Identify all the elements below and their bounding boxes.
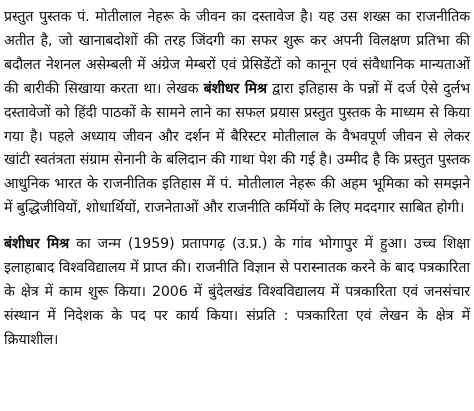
summary-text-part-2: द्वारा इतिहास के पन्नों में दर्ज ऐसे दुर्लभ दस्तावेजों को हिंदी पाठकों के सामने लाने का सफल प्रयास प्रस्तुत पुस्तक के माध्यम से किया गया है। पहले अध्याय जीवन और दर्शन में बैरिस्टर मोतीलाल के वैभवपूर्ण जीवन से लेकर खांटी स्वतंत्रता संग्राम सेनानी के बलिदान की गाथा पेश की गई है। उम्मीद है कि प्रस्तुत पुस्तक आधुनिक भारत के राजनीतिक इतिहास में पं. मोतीलाल नेहरू की अहम भूमिका को समझने में बुद्धिजीवियों, शोधार्थियों, राजनेताओं और राजनीति कर्मियों के लिए मददगार साबित होगी। xyxy=(4,80,470,217)
book-summary-paragraph xyxy=(4,6,470,221)
author-bio-name: बंशीधर मिश्र xyxy=(4,236,70,253)
author-name: बंशीधर मिश्र xyxy=(203,80,267,97)
author-bio-paragraph xyxy=(4,233,470,353)
author-bio-text: का जन्म (1959) प्रतापगढ़ (उ.प्र.) के गांव भोगापुर में हुआ। उच्च शिक्षा इलाहाबाद विश्वविद्यालय में प्राप्त की। राजनीति विज्ञान से परास्नातक करने के बाद पत्रकारिता के क्षेत्र में काम शुरू किया। 2006 में बुंदेलखंड विश्वविद्यालय में पत्रकारिता एवं जनसंचार संस्थान में निदेशक के पद पर कार्य किया। संप्रति : पत्रकारिता एवं लेखन के क्षेत्र में क्रियाशील। xyxy=(4,236,470,348)
summary-text-part-1: प्रस्तुत पुस्तक पं. मोतीलाल नेहरू के जीवन का दस्तावेज है। यह उस शख्स का राजनीतिक अतीत है, जो खानाबदोशों की तरह जिंदगी का सफर शुरू कर अपनी विलक्षण प्रतिभा की बदौलत नेशनल असेम्बली में अंग्रेज मेम्बरों एवं प्रेसिडेंटों को कानून एवं संवैधानिक मान्यताओं की बारीकी सिखाया करता था। लेखक xyxy=(4,9,470,97)
